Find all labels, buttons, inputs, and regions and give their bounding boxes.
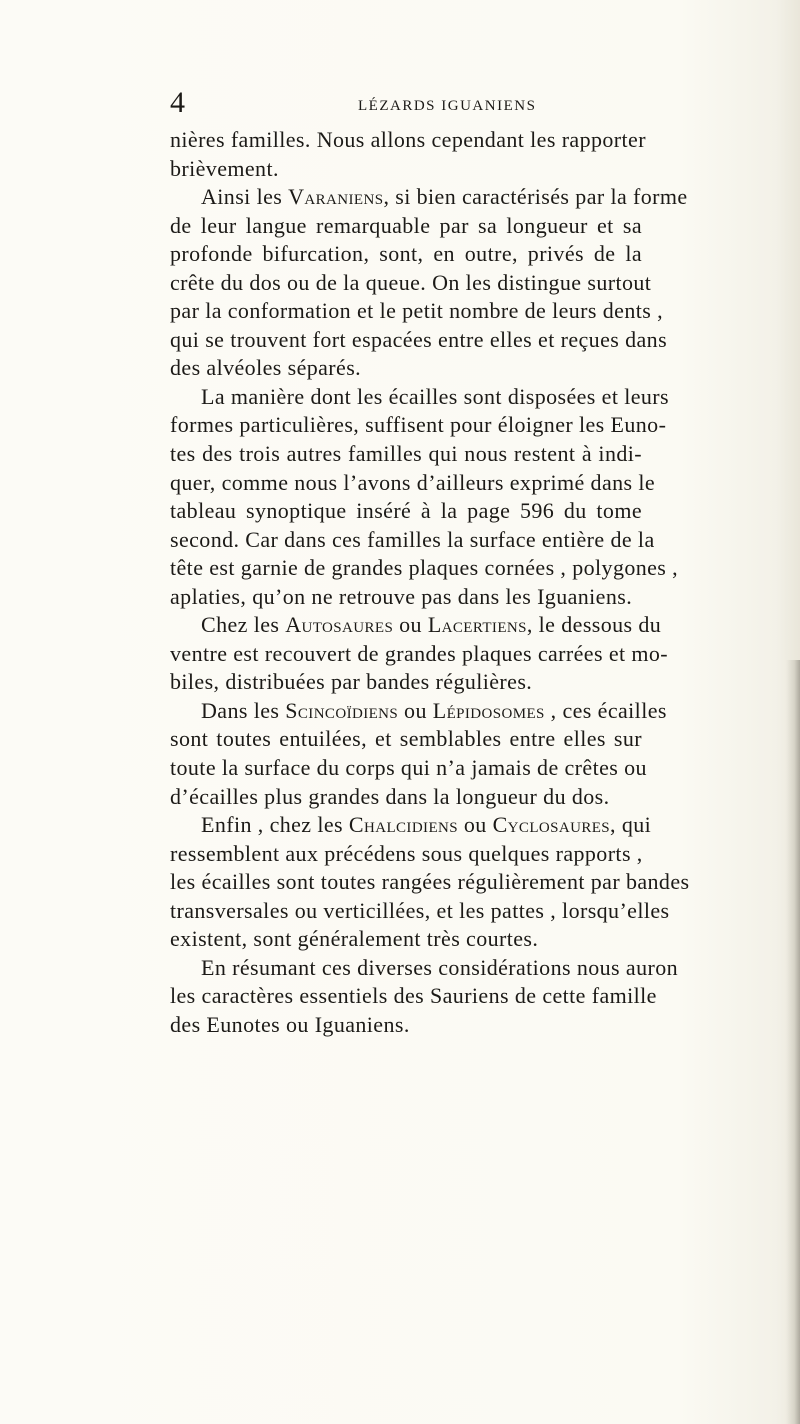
text-run: profonde bifurcation, sont, en outre, privés de la (170, 241, 642, 267)
text-run: En résumant ces diverses considérations nous auron (201, 954, 678, 980)
text-run: d’écailles plus grandes dans la longueur du dos. (170, 783, 610, 809)
text-run: , qui (610, 812, 652, 838)
taxon-name: Varaniens (288, 184, 384, 210)
text-line (170, 668, 642, 697)
text-run: Enfin , chez les (201, 812, 349, 838)
text-run: Dans les (201, 697, 286, 723)
text-line (170, 725, 642, 754)
page-header (170, 86, 640, 122)
text-run: ou (393, 612, 428, 638)
text-line (170, 440, 642, 469)
taxon-name: Cyclosaures (492, 812, 611, 838)
text-run: biles, distribuées par bandes régulières. (170, 669, 533, 695)
text-line (170, 925, 642, 954)
text-line (170, 526, 655, 555)
text-run: aplaties, qu’on ne retrouve pas dans les Iguaniens. (170, 583, 633, 609)
page-number: 4 (170, 86, 185, 119)
text-line (170, 155, 642, 184)
text-run: nières familles. Nous allons cependant les rapporter (170, 127, 646, 152)
text-line (170, 411, 667, 440)
text-run: ressemblent aux précédens sous quelques rapports , (170, 840, 643, 866)
text-run: tes des trois autres familles qui nous restent à indi- (170, 441, 642, 467)
paragraph-start-line (170, 697, 667, 726)
text-line (170, 354, 642, 383)
text-run: tête est garnie de grandes plaques cornées , polygones , (170, 555, 679, 581)
text-run: brièvement. (170, 155, 279, 181)
text-run: La manière dont les écailles sont disposées et leurs (201, 383, 669, 409)
text-run: , ces écailles (544, 697, 667, 723)
taxon-name: Scincoïdiens (285, 697, 399, 723)
text-run: tableau synoptique inséré à la page 596 du tome (170, 498, 642, 524)
text-line (170, 126, 646, 155)
text-run: Chez les (201, 612, 286, 638)
text-run: des alvéoles séparés. (170, 355, 362, 381)
text-run: toute la surface du corps qui n’a jamais de crêtes ou (170, 755, 647, 781)
text-run: existent, sont généralement très courtes. (170, 926, 539, 952)
text-run: , si bien caractérisés par la forme (383, 184, 688, 210)
text-line (170, 326, 668, 355)
text-line (170, 497, 642, 526)
text-line (170, 840, 642, 869)
text-line (170, 212, 642, 241)
text-run: sont toutes entuilées, et semblables entre elles sur (170, 726, 642, 752)
text-run: par la conformation et le petit nombre de leurs dents , (170, 298, 664, 324)
text-line (170, 1011, 642, 1040)
paragraph-start-line (170, 183, 688, 212)
text-run: ou (398, 697, 433, 723)
text-run: formes particulières, suffisent pour éloigner les Euno- (170, 412, 667, 438)
text-line (170, 640, 669, 669)
text-line (170, 469, 656, 498)
taxon-name: Chalcidiens (348, 812, 458, 838)
text-run: Ainsi les (201, 184, 289, 210)
text-run: transversales ou verticillées, et les pattes , lorsqu’elles (170, 897, 670, 923)
running-title: LÉZARDS IGUANIENS (358, 98, 537, 114)
text-run: quer, comme nous l’avons d’ailleurs exprimé dans le (170, 469, 656, 495)
text-line (170, 583, 642, 612)
text-line (170, 754, 647, 783)
text-run: qui se trouvent fort espacées entre elles et reçues dans (170, 326, 668, 352)
paragraph-start-line (170, 383, 669, 412)
text-line (170, 897, 670, 926)
text-run: , le dessous du (526, 612, 662, 638)
body-text (170, 126, 690, 1040)
page-edge-shadow (786, 660, 800, 1424)
text-line (170, 240, 642, 269)
text-run: crête du dos ou de la queue. On les distingue surtout (170, 269, 652, 295)
text-line (170, 783, 642, 812)
text-line (170, 297, 664, 326)
paragraph-start-line (170, 954, 678, 983)
text-line (170, 868, 690, 897)
text-run: des Eunotes ou Iguaniens. (170, 1011, 410, 1037)
taxon-name: Autosaures (285, 612, 394, 638)
text-line (170, 554, 679, 583)
text-run: ventre est recouvert de grandes plaques carrées et mo- (170, 640, 669, 666)
taxon-name: Lépidosomes (432, 697, 545, 723)
text-line (170, 269, 652, 298)
paragraph-start-line (170, 811, 652, 840)
paragraph-start-line (170, 611, 662, 640)
text-run: les écailles sont toutes rangées régulièrement par bandes (170, 869, 690, 895)
text-line (170, 982, 657, 1011)
text-run: les caractères essentiels des Sauriens de cette famille (170, 983, 657, 1009)
text-run: ou (458, 812, 493, 838)
text-run: de leur langue remarquable par sa longueur et sa (170, 212, 642, 238)
taxon-name: Lacertiens (427, 612, 527, 638)
text-run: second. Car dans ces familles la surface entière de la (170, 526, 655, 552)
